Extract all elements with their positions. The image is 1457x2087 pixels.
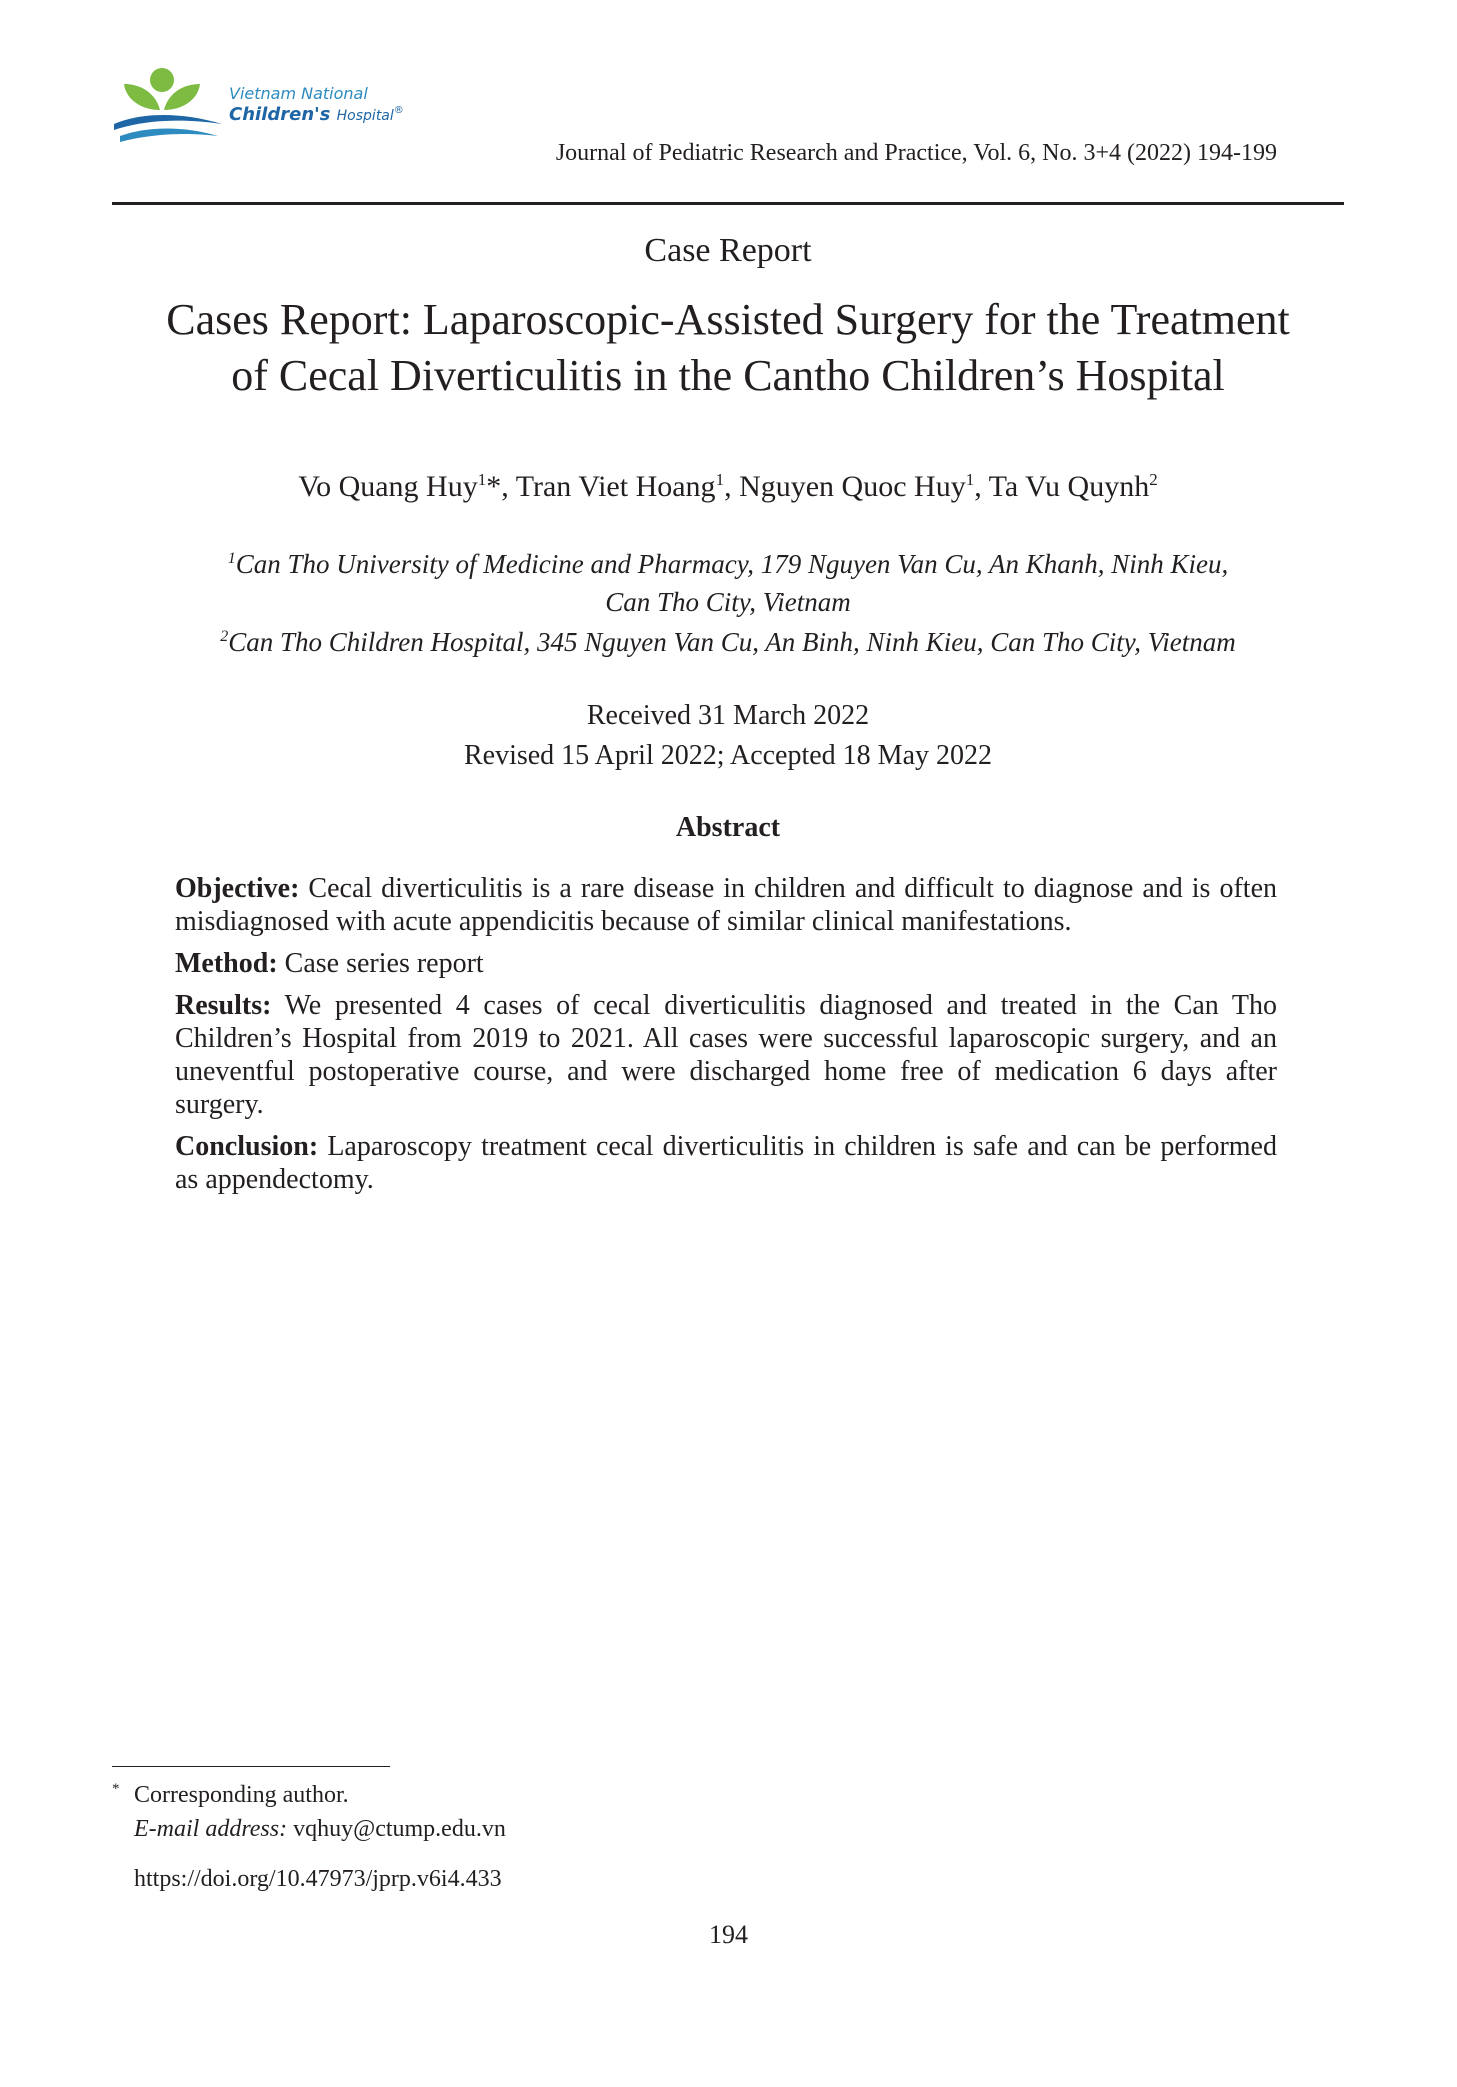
footnote-rule bbox=[112, 1766, 390, 1767]
journal-header: Journal of Pediatric Research and Practice, Vol. 6, No. 3+4 (2022) 194-199 bbox=[555, 140, 1277, 166]
article-title bbox=[112, 292, 1344, 404]
logo-line-1: Vietnam National bbox=[229, 84, 368, 103]
article-type: Case Report bbox=[644, 232, 812, 269]
abstract-results: Results: We presented 4 cases of cecal diverticulitis diagnosed and treated in the Can Tho Children’s Hospital from 2019 to 2021. All cases were successful laparoscopic surgery, and an uneventful postoperative course, and were discharged home free of medication 6 days after surgery. bbox=[175, 990, 1277, 1120]
corresponding-author-note: Corresponding author. bbox=[134, 1782, 349, 1808]
author: Nguyen Quoc Huy$^1$, bbox=[739, 470, 989, 503]
children-leaf-logo-icon bbox=[112, 66, 227, 146]
logo-line-2: Children's Hospital® bbox=[229, 104, 404, 125]
affiliation-2: $^2$Can Tho Children Hospital, 345 Nguyen Van Cu, An Binh, Ninh Kieu, Can Tho City, Vietnam bbox=[220, 627, 1236, 657]
footnote-star: * bbox=[112, 1781, 120, 1797]
author: Ta Vu Quynh$^2$ bbox=[988, 470, 1158, 503]
footnote bbox=[112, 1778, 506, 1846]
journal-logo bbox=[112, 66, 432, 156]
received-date: Received 31 March 2022 bbox=[586, 700, 870, 731]
email-link[interactable]: vqhuy@ctump.edu.vn bbox=[287, 1816, 506, 1842]
page-number: 194 bbox=[709, 1920, 748, 1949]
title-line-1: Cases Report: Laparoscopic-Assisted Surgery for the Treatment bbox=[166, 295, 1290, 344]
title-line-2: of Cecal Diverticulitis in the Cantho Children’s Hospital bbox=[231, 351, 1225, 400]
abstract-conclusion: Conclusion: Laparoscopy treatment cecal diverticulitis in children is safe and can be performed as appendectomy. bbox=[175, 1131, 1277, 1195]
article-dates bbox=[112, 696, 1344, 776]
affiliation-1: $^1$Can Tho University of Medicine and Pharmacy, 179 Nguyen Van Cu, An Khanh, Ninh Kieu, Can Tho City, Vietnam bbox=[227, 549, 1229, 617]
author-list bbox=[112, 470, 1344, 504]
revised-accepted-date: Revised 15 April 2022; Accepted 18 May 2022 bbox=[463, 740, 993, 771]
doi-link[interactable]: https://doi.org/10.47973/jprp.v6i4.433 bbox=[134, 1866, 502, 1892]
header-rule bbox=[112, 202, 1344, 205]
author: Vo Quang Huy$^1$*, bbox=[298, 470, 516, 503]
abstract-objective: Objective: Cecal diverticulitis is a rare disease in children and difficult to diagnose and is often misdiagnosed with acute appendicitis because of similar clinical manifestations. bbox=[175, 873, 1277, 937]
email-line: E-mail address: vqhuy@ctump.edu.vn bbox=[134, 1816, 506, 1842]
author: Tran Viet Hoang$^1$, bbox=[515, 470, 740, 503]
abstract-heading: Abstract bbox=[675, 812, 781, 843]
abstract-method: Method: Case series report bbox=[175, 948, 484, 979]
abstract-body bbox=[175, 872, 1277, 1205]
